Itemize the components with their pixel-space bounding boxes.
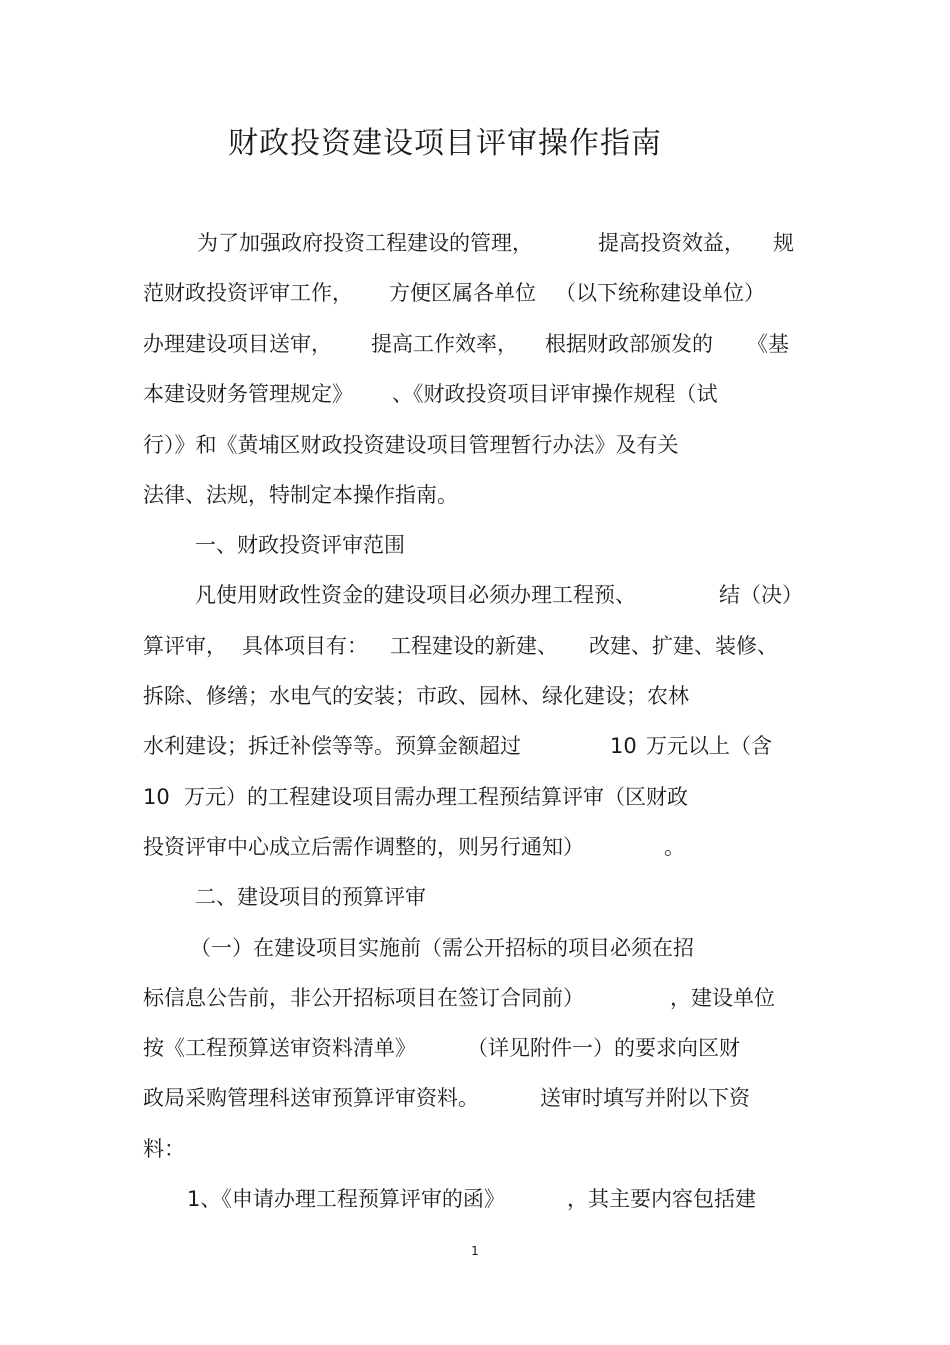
- page-number: 1: [471, 1244, 479, 1258]
- document-title: 财政投资建设项目评审操作指南: [228, 126, 662, 161]
